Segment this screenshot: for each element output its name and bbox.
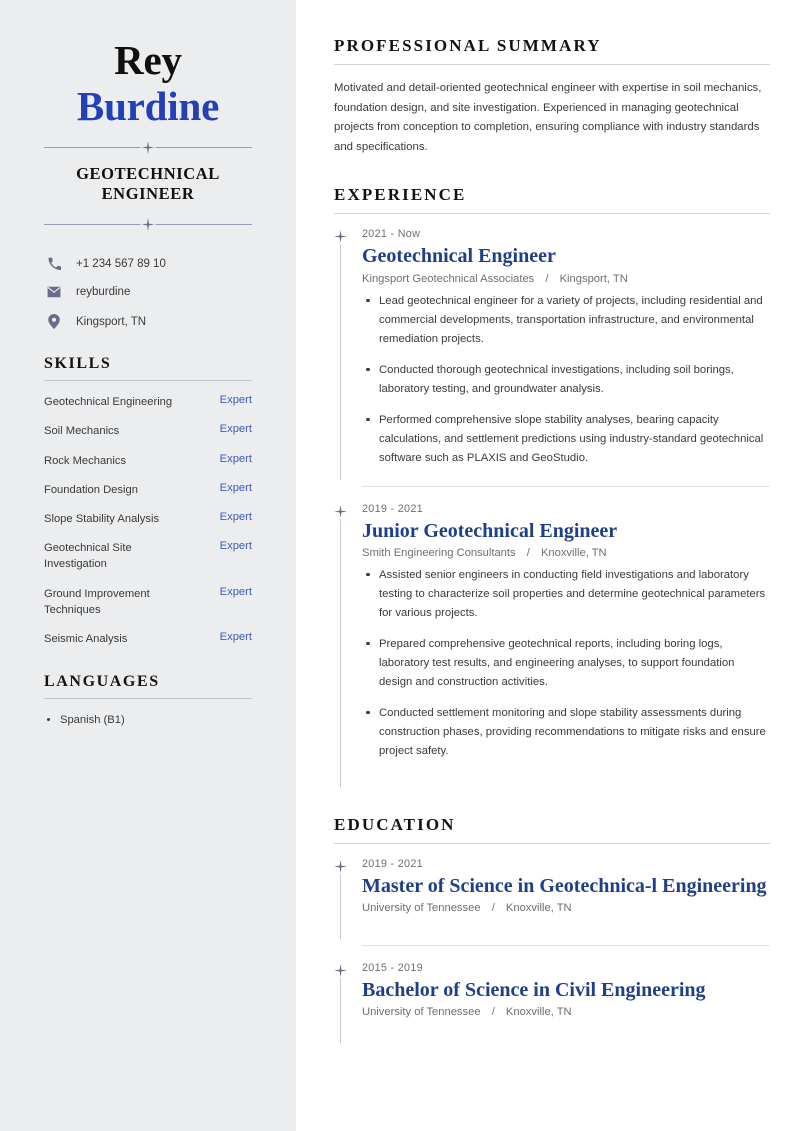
list-item: Conducted thorough geotechnical investigations, including soil borings, laboratory testing, and groundwater analysis. bbox=[379, 361, 770, 411]
education-date: 2015 - 2019 bbox=[362, 962, 423, 975]
skill-item bbox=[44, 631, 252, 647]
skill-item bbox=[44, 482, 252, 498]
experience-meta bbox=[362, 547, 770, 566]
location-pin-icon bbox=[44, 314, 64, 329]
skill-name: Foundation Design bbox=[44, 483, 138, 496]
list-item: Performed comprehensive slope stability analyses, bearing capacity calculations, and settlement predictions using industry-standard geotechnical software such as PLAXIS and GeoStudio. bbox=[379, 411, 770, 480]
skill-level: Expert bbox=[219, 540, 252, 553]
education-section bbox=[334, 815, 770, 1044]
skill-level: Expert bbox=[219, 481, 252, 494]
skill-item bbox=[44, 540, 252, 572]
languages-heading: LANGUAGES bbox=[44, 673, 160, 691]
experience-section bbox=[334, 185, 770, 786]
experience-date: 2021 - Now bbox=[362, 228, 421, 241]
skill-item bbox=[44, 586, 252, 618]
experience-heading-rule bbox=[334, 213, 770, 214]
experience-company: Smith Engineering Consultants bbox=[362, 546, 516, 559]
name-block bbox=[44, 30, 252, 130]
skill-item bbox=[44, 423, 252, 439]
experience-title: Geotechnical Engineer bbox=[362, 245, 556, 268]
experience-item bbox=[334, 228, 770, 479]
meta-separator: / bbox=[526, 546, 530, 559]
experience-location: Kingsport, TN bbox=[559, 272, 628, 285]
education-meta bbox=[362, 1006, 770, 1025]
list-item: Lead geotechnical engineer for a variety of projects, including residential and commercial developments, transportation infrastructure, and environmental remediation projects. bbox=[379, 292, 770, 361]
contact-email[interactable] bbox=[44, 285, 252, 299]
summary-text: Motivated and detail-oriented geotechnical engineer with expertise in soil mechanics, foundation design, and site investigation. Experienced in managing geotechnical projects from conception to completion, ensuring compliance with industry standards and specifications. bbox=[334, 82, 762, 153]
experience-meta bbox=[362, 273, 770, 292]
job-title: GEOTECHNICAL ENGINEER bbox=[76, 163, 220, 204]
divider-top bbox=[44, 140, 252, 154]
experience-heading: EXPERIENCE bbox=[334, 185, 467, 205]
skill-name: Seismic Analysis bbox=[44, 633, 128, 646]
education-heading-rule bbox=[334, 843, 770, 844]
experience-bullets bbox=[362, 292, 770, 480]
education-school: University of Tennessee bbox=[362, 902, 481, 915]
summary-heading: PROFESSIONAL SUMMARY bbox=[334, 36, 602, 55]
summary-heading-rule bbox=[334, 64, 770, 65]
language-list bbox=[44, 712, 252, 730]
experience-divider bbox=[362, 486, 770, 487]
divider-bottom bbox=[44, 217, 252, 231]
education-location: Knoxville, TN bbox=[505, 902, 572, 915]
education-item bbox=[334, 962, 770, 1043]
meta-separator: / bbox=[491, 902, 495, 915]
sparkle-icon bbox=[334, 505, 348, 519]
skill-name: Ground Improvement Techniques bbox=[44, 587, 150, 616]
sparkle-icon bbox=[334, 230, 348, 244]
timeline-line bbox=[340, 519, 341, 787]
professional-summary-section bbox=[334, 36, 770, 157]
skill-name: Geotechnical Site Investigation bbox=[44, 542, 132, 571]
contact-list bbox=[44, 257, 252, 329]
list-item: • Spanish (B1) bbox=[60, 712, 252, 730]
timeline-tail bbox=[362, 773, 770, 787]
languages-section bbox=[44, 673, 252, 730]
skill-item bbox=[44, 511, 252, 527]
skill-level: Expert bbox=[219, 585, 252, 598]
phone-icon bbox=[44, 257, 64, 270]
experience-date: 2019 - 2021 bbox=[362, 502, 423, 515]
education-meta bbox=[362, 902, 770, 921]
education-title: Bachelor of Science in Civil Engineering bbox=[362, 979, 706, 1002]
skills-section bbox=[44, 355, 252, 647]
skill-item bbox=[44, 453, 252, 469]
skill-name: Rock Mechanics bbox=[44, 454, 127, 467]
experience-company: Kingsport Geotechnical Associates bbox=[362, 272, 535, 285]
skill-level: Expert bbox=[219, 631, 252, 644]
education-item bbox=[334, 858, 770, 939]
education-title: Master of Science in Geotechnica-l Engineering bbox=[362, 874, 767, 897]
contact-phone[interactable] bbox=[44, 257, 252, 270]
phone-value: +1 234 567 89 10 bbox=[76, 257, 166, 270]
education-heading: EDUCATION bbox=[334, 814, 456, 834]
email-value: reyburdine bbox=[76, 286, 131, 299]
education-divider bbox=[362, 945, 770, 946]
education-location: Knoxville, TN bbox=[505, 1006, 572, 1019]
list-item: Prepared comprehensive geotechnical reports, including boring logs, laboratory test results, and engineering analyses, to support foundation design and construction activities. bbox=[379, 635, 770, 704]
skill-level: Expert bbox=[219, 423, 252, 436]
sparkle-icon bbox=[141, 140, 156, 155]
list-item: Assisted senior engineers in conducting field investigations and laboratory testing to characterize soil properties and determine geotechnical parameters for various projects. bbox=[379, 566, 770, 635]
experience-title: Junior Geotechnical Engineer bbox=[362, 519, 618, 542]
skills-heading: SKILLS bbox=[44, 355, 112, 373]
education-date: 2019 - 2021 bbox=[362, 857, 423, 870]
skill-level: Expert bbox=[219, 511, 252, 523]
timeline-line bbox=[340, 978, 341, 1043]
sparkle-icon bbox=[141, 217, 156, 232]
skill-name: Soil Mechanics bbox=[44, 425, 120, 438]
education-school: University of Tennessee bbox=[362, 1006, 481, 1019]
location-value: Kingsport, TN bbox=[76, 315, 147, 328]
last-name: Burdine bbox=[76, 82, 220, 129]
meta-separator: / bbox=[491, 1006, 495, 1019]
experience-bullets bbox=[362, 566, 770, 773]
sparkle-icon bbox=[334, 860, 348, 874]
sidebar bbox=[0, 0, 296, 1131]
timeline-tail bbox=[362, 1025, 770, 1043]
skill-level: Expert bbox=[219, 394, 252, 407]
languages-heading-rule bbox=[44, 698, 252, 699]
skill-name: Geotechnical Engineering bbox=[44, 396, 173, 409]
skill-level: Expert bbox=[219, 452, 252, 465]
list-item: Conducted settlement monitoring and slope stability assessments during construction phases, providing recommendations to mitigate risks and ensure project safety. bbox=[379, 704, 770, 773]
experience-location: Knoxville, TN bbox=[540, 546, 607, 559]
skills-heading-rule bbox=[44, 380, 252, 381]
meta-separator: / bbox=[545, 272, 549, 285]
experience-item bbox=[334, 503, 770, 787]
main-content bbox=[296, 0, 800, 1131]
timeline-line bbox=[340, 874, 341, 939]
skill-name: Slope Stability Analysis bbox=[44, 513, 160, 525]
email-icon bbox=[44, 285, 64, 299]
sparkle-icon bbox=[334, 964, 348, 978]
first-name: Rey bbox=[114, 37, 182, 83]
timeline-tail bbox=[362, 921, 770, 939]
skill-item bbox=[44, 394, 252, 410]
contact-location[interactable] bbox=[44, 314, 252, 329]
timeline-line bbox=[340, 244, 341, 479]
